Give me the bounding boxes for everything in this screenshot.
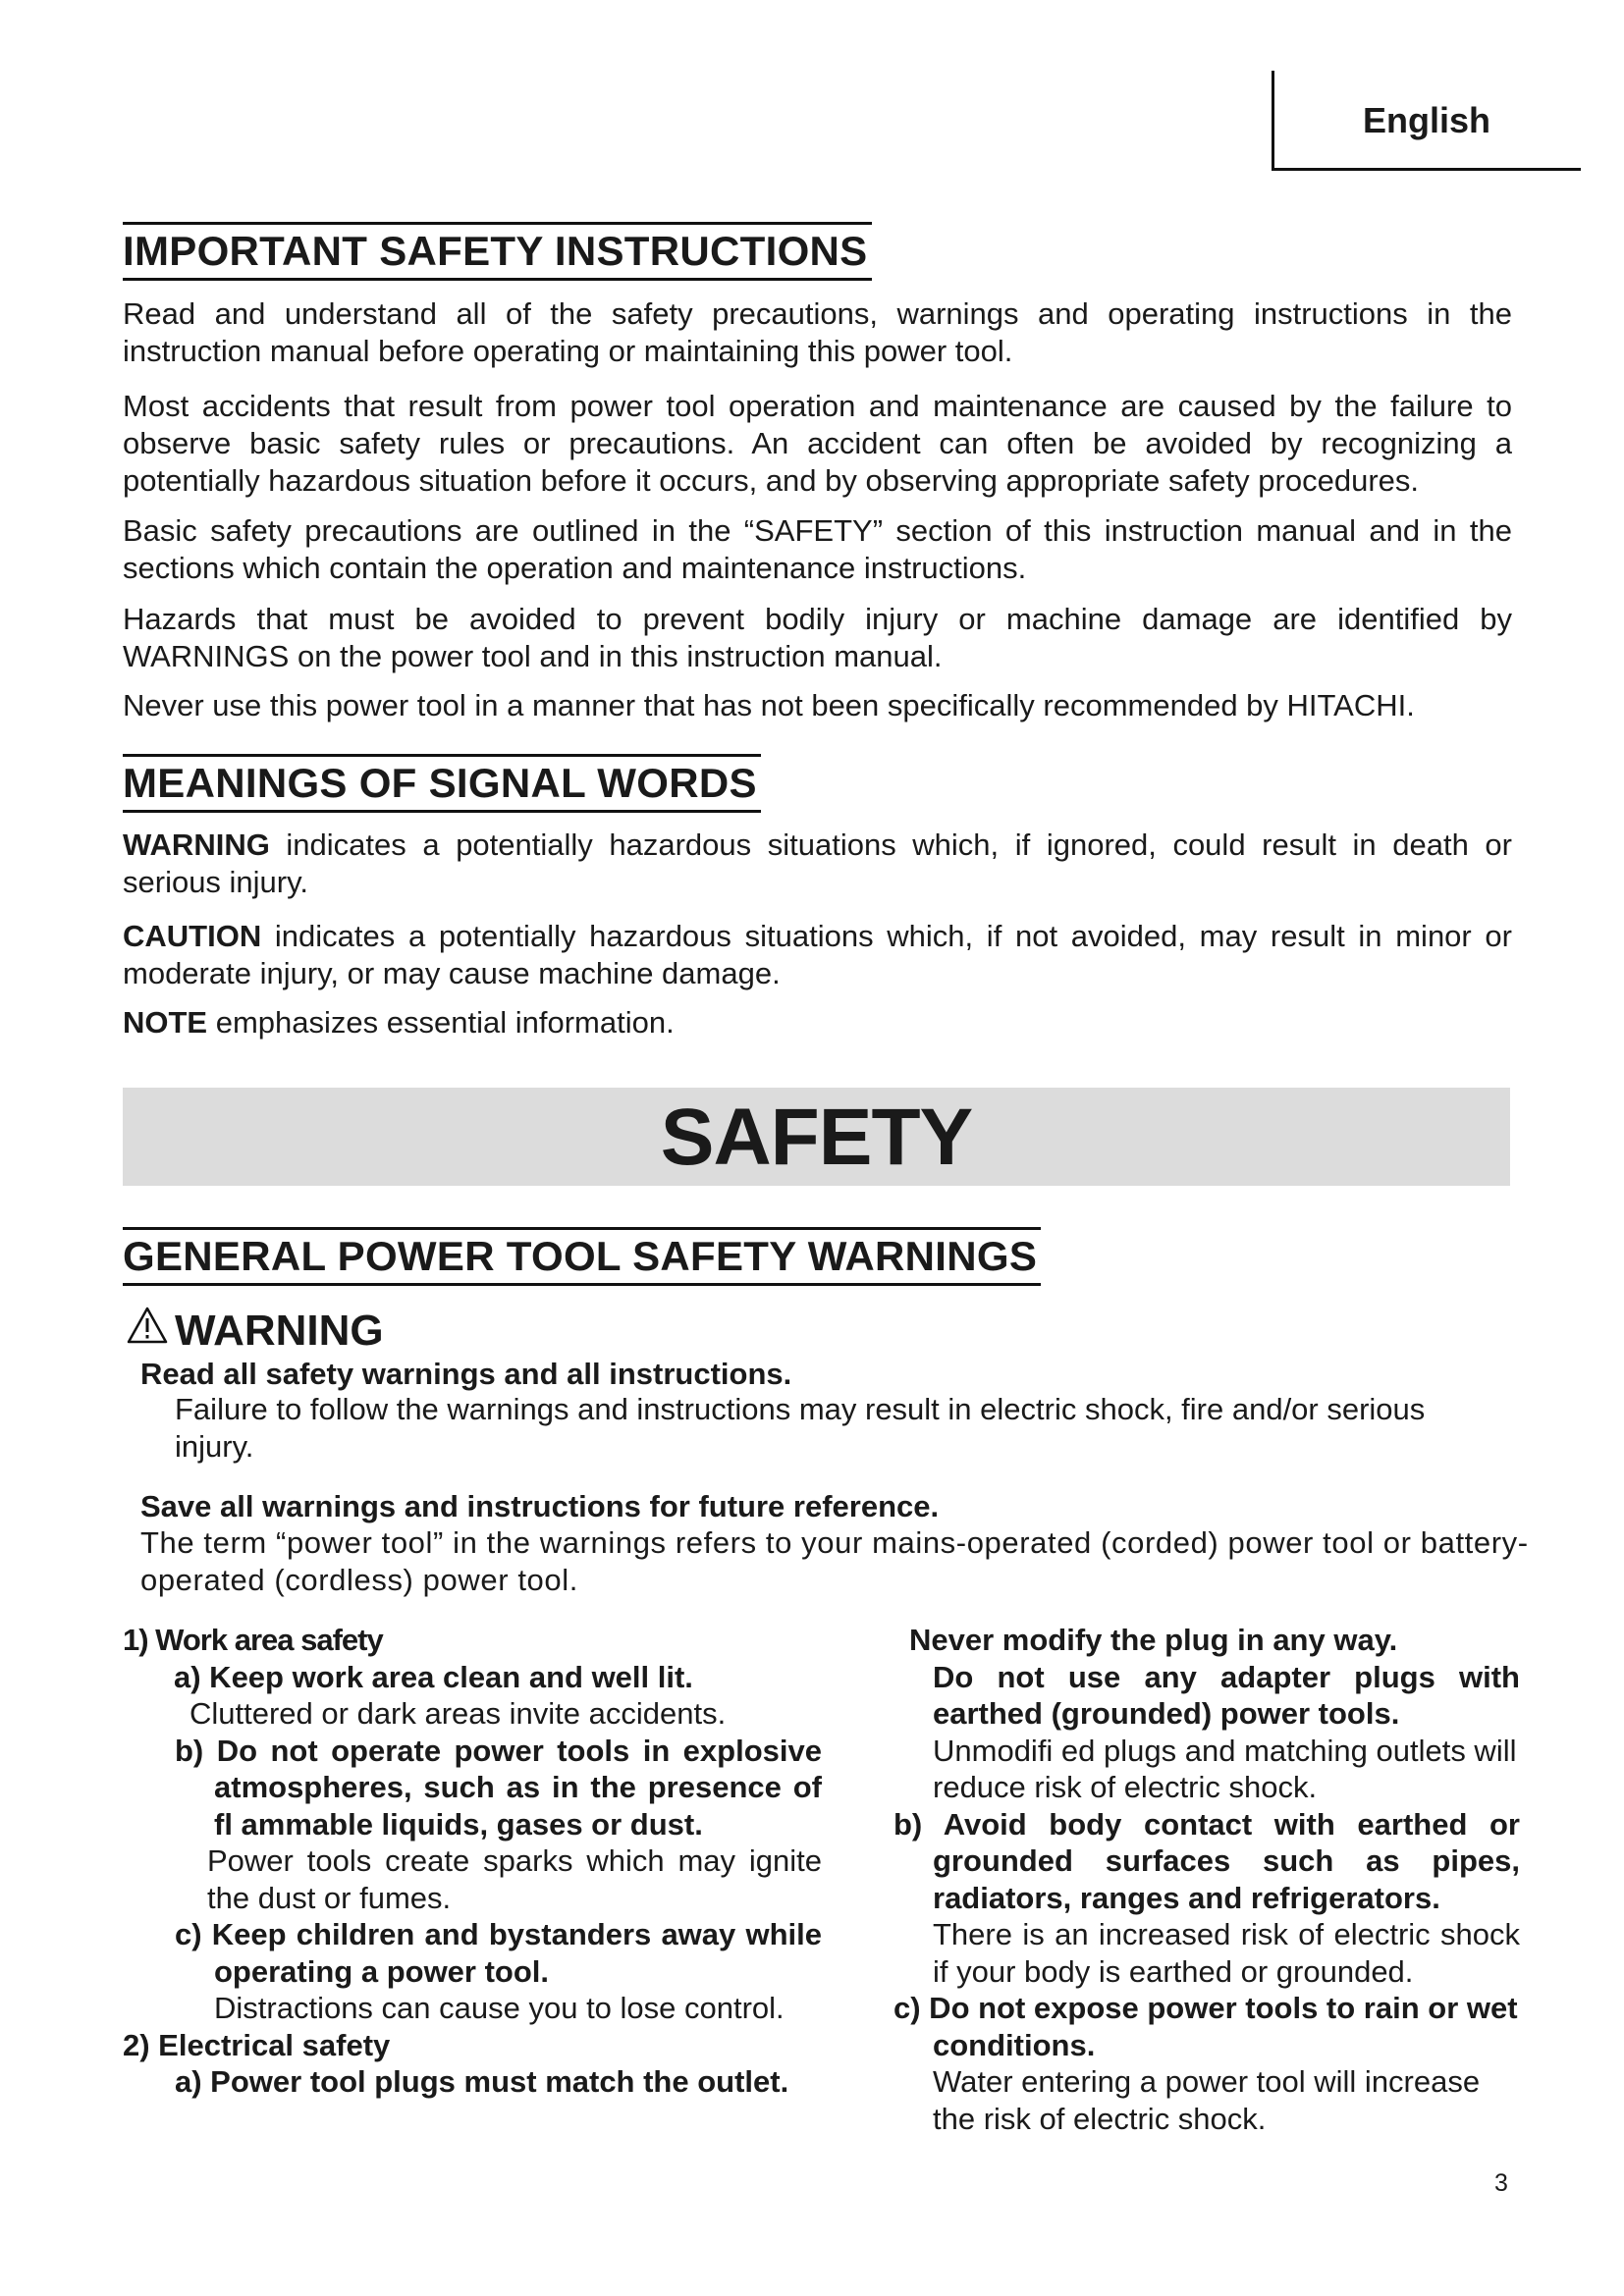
signal-note-paragraph: [123, 1004, 1512, 1041]
warning-triangle-icon: [126, 1306, 169, 1356]
important-paragraph-4: Hazards that must be avoided to prevent bodily injury or machine damage are identified by WARNINGS on the power tool and in this instruction manual.: [123, 602, 1512, 673]
signal-warning-word: WARNING: [123, 828, 270, 862]
language-tab: [1272, 71, 1581, 171]
work-area-c-text: Distractions can cause you to lose control.: [214, 1991, 785, 2025]
adapter-plug-title: Do not use any adapter plugs with earthed (grounded) power tools.: [933, 1659, 1520, 1731]
important-paragraph-3: Basic safety precautions are outlined in the “SAFETY” section of this instruction manual and in the sections which contain the operation and maintenance instructions.: [123, 513, 1512, 585]
language-label: English: [1363, 100, 1491, 140]
page-number: 3: [1494, 2169, 1508, 2197]
signal-note-text: emphasizes essential information.: [207, 1005, 675, 1040]
signal-warning-text: indicates a potentially hazardous situations which, if ignored, could result in death or serious injury.: [123, 828, 1512, 899]
important-safety-heading: IMPORTANT SAFETY INSTRUCTIONS: [123, 222, 872, 281]
signal-caution-paragraph: [123, 918, 1512, 992]
safety-banner: [123, 1088, 1510, 1186]
electrical-c-text: Water entering a power tool will increase the risk of electric shock.: [933, 2064, 1481, 2136]
safety-banner-title: SAFETY: [660, 1093, 973, 1182]
read-all-text: Failure to follow the warnings and instructions may result in electric shock, fire and/or serious injury.: [175, 1392, 1426, 1464]
warning-title: [126, 1306, 384, 1356]
electrical-safety-title: 2) Electrical safety: [123, 2027, 391, 2062]
right-column: [892, 1622, 1520, 2137]
work-area-a-title: a) Keep work area clean and well lit.: [174, 1659, 693, 1694]
electrical-b-title: b) Avoid body contact with earthed or grounded surfaces such as pipes, radiators, ranges and refrigerators.: [893, 1806, 1520, 1915]
electrical-c-title: c) Do not expose power tools to rain or wet conditions.: [893, 1991, 1518, 2062]
general-warnings-heading: GENERAL POWER TOOL SAFETY WARNINGS: [123, 1227, 1041, 1286]
work-area-b-text: Power tools create sparks which may ignite the dust or fumes.: [207, 1843, 822, 1915]
work-area-b-title: b) Do not operate power tools in explosive atmospheres, such as in the presence of fl ammable liquids, gases or dust.: [175, 1733, 822, 1842]
warning-label: WARNING: [175, 1306, 384, 1355]
signal-caution-text: indicates a potentially hazardous situations which, if not avoided, may result in minor or moderate injury, or may cause machine damage.: [123, 919, 1512, 990]
save-all-text-content: The term “power tool” in the warnings refers to your mains-operated (corded) power tool or battery-operated (cordless) power tool.: [140, 1525, 1529, 1597]
save-all-text: [140, 1524, 1584, 1599]
signal-warning-paragraph: [123, 827, 1512, 901]
signal-caution-word: CAUTION: [123, 919, 262, 953]
signal-words-heading: MEANINGS OF SIGNAL WORDS: [123, 754, 761, 813]
signal-note-word: NOTE: [123, 1005, 208, 1040]
work-area-a-text: Cluttered or dark areas invite accidents.: [189, 1696, 727, 1731]
electrical-b-text: There is an increased risk of electric shock if your body is earthed or grounded.: [933, 1917, 1520, 1989]
important-paragraph-1: Read and understand all of the safety precautions, warnings and operating instructions in the instruction manual before operating or maintaining this power tool.: [123, 296, 1512, 368]
work-area-safety-title: 1) Work area safety: [123, 1623, 383, 1657]
important-paragraph-5: Never use this power tool in a manner that has not been specifically recommended by HITACHI.: [123, 688, 1415, 722]
left-column: [123, 1622, 822, 2101]
important-paragraph-2: Most accidents that result from power tool operation and maintenance are caused by the failure to observe basic safety rules or precautions. An accident can often be avoided by recognizing a potentially hazardous situation before it occurs, and by observing appropriate safety procedures.: [123, 389, 1512, 498]
plug-modify-title: Never modify the plug in any way.: [909, 1623, 1398, 1657]
read-all-title: Read all safety warnings and all instructions.: [140, 1357, 792, 1391]
save-all-title: Save all warnings and instructions for future reference.: [140, 1489, 940, 1523]
adapter-plug-text: Unmodifi ed plugs and matching outlets will reduce risk of electric shock.: [933, 1733, 1517, 1804]
electrical-a-title: a) Power tool plugs must match the outlet.: [175, 2064, 789, 2099]
work-area-c-title: c) Keep children and bystanders away while operating a power tool.: [175, 1917, 822, 1989]
